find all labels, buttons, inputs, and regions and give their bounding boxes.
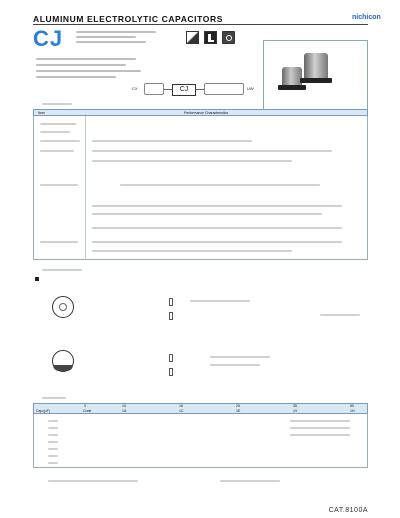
subtitle-line	[76, 36, 136, 38]
table-row	[48, 441, 58, 443]
capacitor-image	[304, 53, 328, 81]
voltage-table-header	[33, 403, 368, 414]
dimension-note	[210, 356, 270, 358]
terminal-drawing	[169, 298, 173, 306]
flow-arrow	[196, 89, 204, 90]
flow-right-label: UW	[247, 86, 254, 91]
low-profile-icon	[204, 31, 217, 44]
spec-row	[92, 213, 322, 215]
capacitor-base	[300, 78, 332, 83]
spec-row	[92, 205, 342, 207]
document-title: ALUMINUM ELECTROLYTIC CAPACITORS	[33, 14, 223, 24]
spec-row	[120, 184, 320, 186]
flow-left-note	[144, 83, 164, 95]
table-row	[48, 455, 58, 457]
table-row	[290, 427, 350, 429]
spec-row	[40, 123, 76, 125]
section-heading	[42, 269, 82, 271]
flow-left-label: CX	[132, 86, 138, 91]
voltage-table-body	[33, 414, 368, 468]
subtitle-line	[76, 41, 146, 43]
code-1A: 1A	[122, 409, 127, 413]
feature-line	[36, 58, 136, 60]
spec-row	[40, 140, 80, 142]
terminal-drawing	[169, 354, 173, 362]
spec-table-body	[33, 116, 368, 260]
table-row	[290, 420, 350, 422]
footer-note	[220, 480, 280, 482]
table-row	[48, 427, 58, 429]
spec-row	[40, 150, 74, 152]
brand-logo: nichicon	[352, 14, 381, 21]
capacitor-base	[278, 85, 306, 90]
spec-row	[92, 140, 252, 142]
cap-label: Cap.(µF)	[36, 409, 50, 413]
footer-note	[48, 480, 138, 482]
code-1V: 1V	[293, 409, 298, 413]
spec-row	[92, 160, 292, 162]
voltage-16: 16	[179, 404, 183, 408]
code-label: Code	[83, 409, 92, 413]
feature-line	[36, 76, 116, 78]
spec-row	[40, 184, 78, 186]
dimension-note	[190, 300, 250, 302]
catalog-number: CAT.8100A	[328, 507, 368, 514]
code-1C: 1C	[179, 409, 184, 413]
feature-line	[36, 70, 141, 72]
series-code: CJ	[33, 26, 64, 51]
flow-center-box: CJ	[172, 84, 196, 96]
spec-row	[92, 150, 332, 152]
spec-col-item: Item	[38, 111, 45, 115]
flow-arrow	[164, 89, 172, 90]
table-row	[48, 462, 58, 464]
voltage-header-label: V	[84, 404, 87, 408]
voltage-50: 50	[350, 404, 354, 408]
feature-line	[36, 64, 126, 66]
flow-right-note	[204, 83, 244, 95]
section-heading	[42, 397, 66, 399]
spec-row	[92, 250, 292, 252]
product-photo	[263, 40, 368, 110]
spec-row	[40, 131, 70, 133]
table-row	[48, 420, 58, 422]
spec-col-performance: Performance Characteristics	[184, 111, 229, 115]
section-heading	[42, 103, 72, 105]
header-rule	[33, 24, 368, 25]
voltage-25: 25	[236, 404, 240, 408]
code-1E: 1E	[236, 409, 241, 413]
subtitle-line	[76, 31, 156, 33]
table-row	[48, 448, 58, 450]
chip-type-icon	[186, 31, 199, 44]
top-view-drawing	[52, 350, 74, 372]
terminal-drawing	[169, 368, 173, 376]
spec-row	[40, 241, 78, 243]
dimension-note	[320, 314, 360, 316]
terminal-drawing	[169, 312, 173, 320]
spec-row	[92, 227, 342, 229]
voltage-10: 10	[122, 404, 126, 408]
spec-table-header	[33, 109, 368, 116]
table-row	[290, 434, 350, 436]
voltage-35: 35	[293, 404, 297, 408]
spec-table-divider	[85, 116, 86, 260]
dimension-note	[210, 364, 260, 366]
code-1H: 1H	[350, 409, 355, 413]
spec-row	[92, 241, 342, 243]
table-row	[48, 434, 58, 436]
top-view-drawing	[52, 296, 74, 318]
rohs-icon	[222, 31, 235, 44]
drawing-section-marker	[35, 268, 39, 286]
